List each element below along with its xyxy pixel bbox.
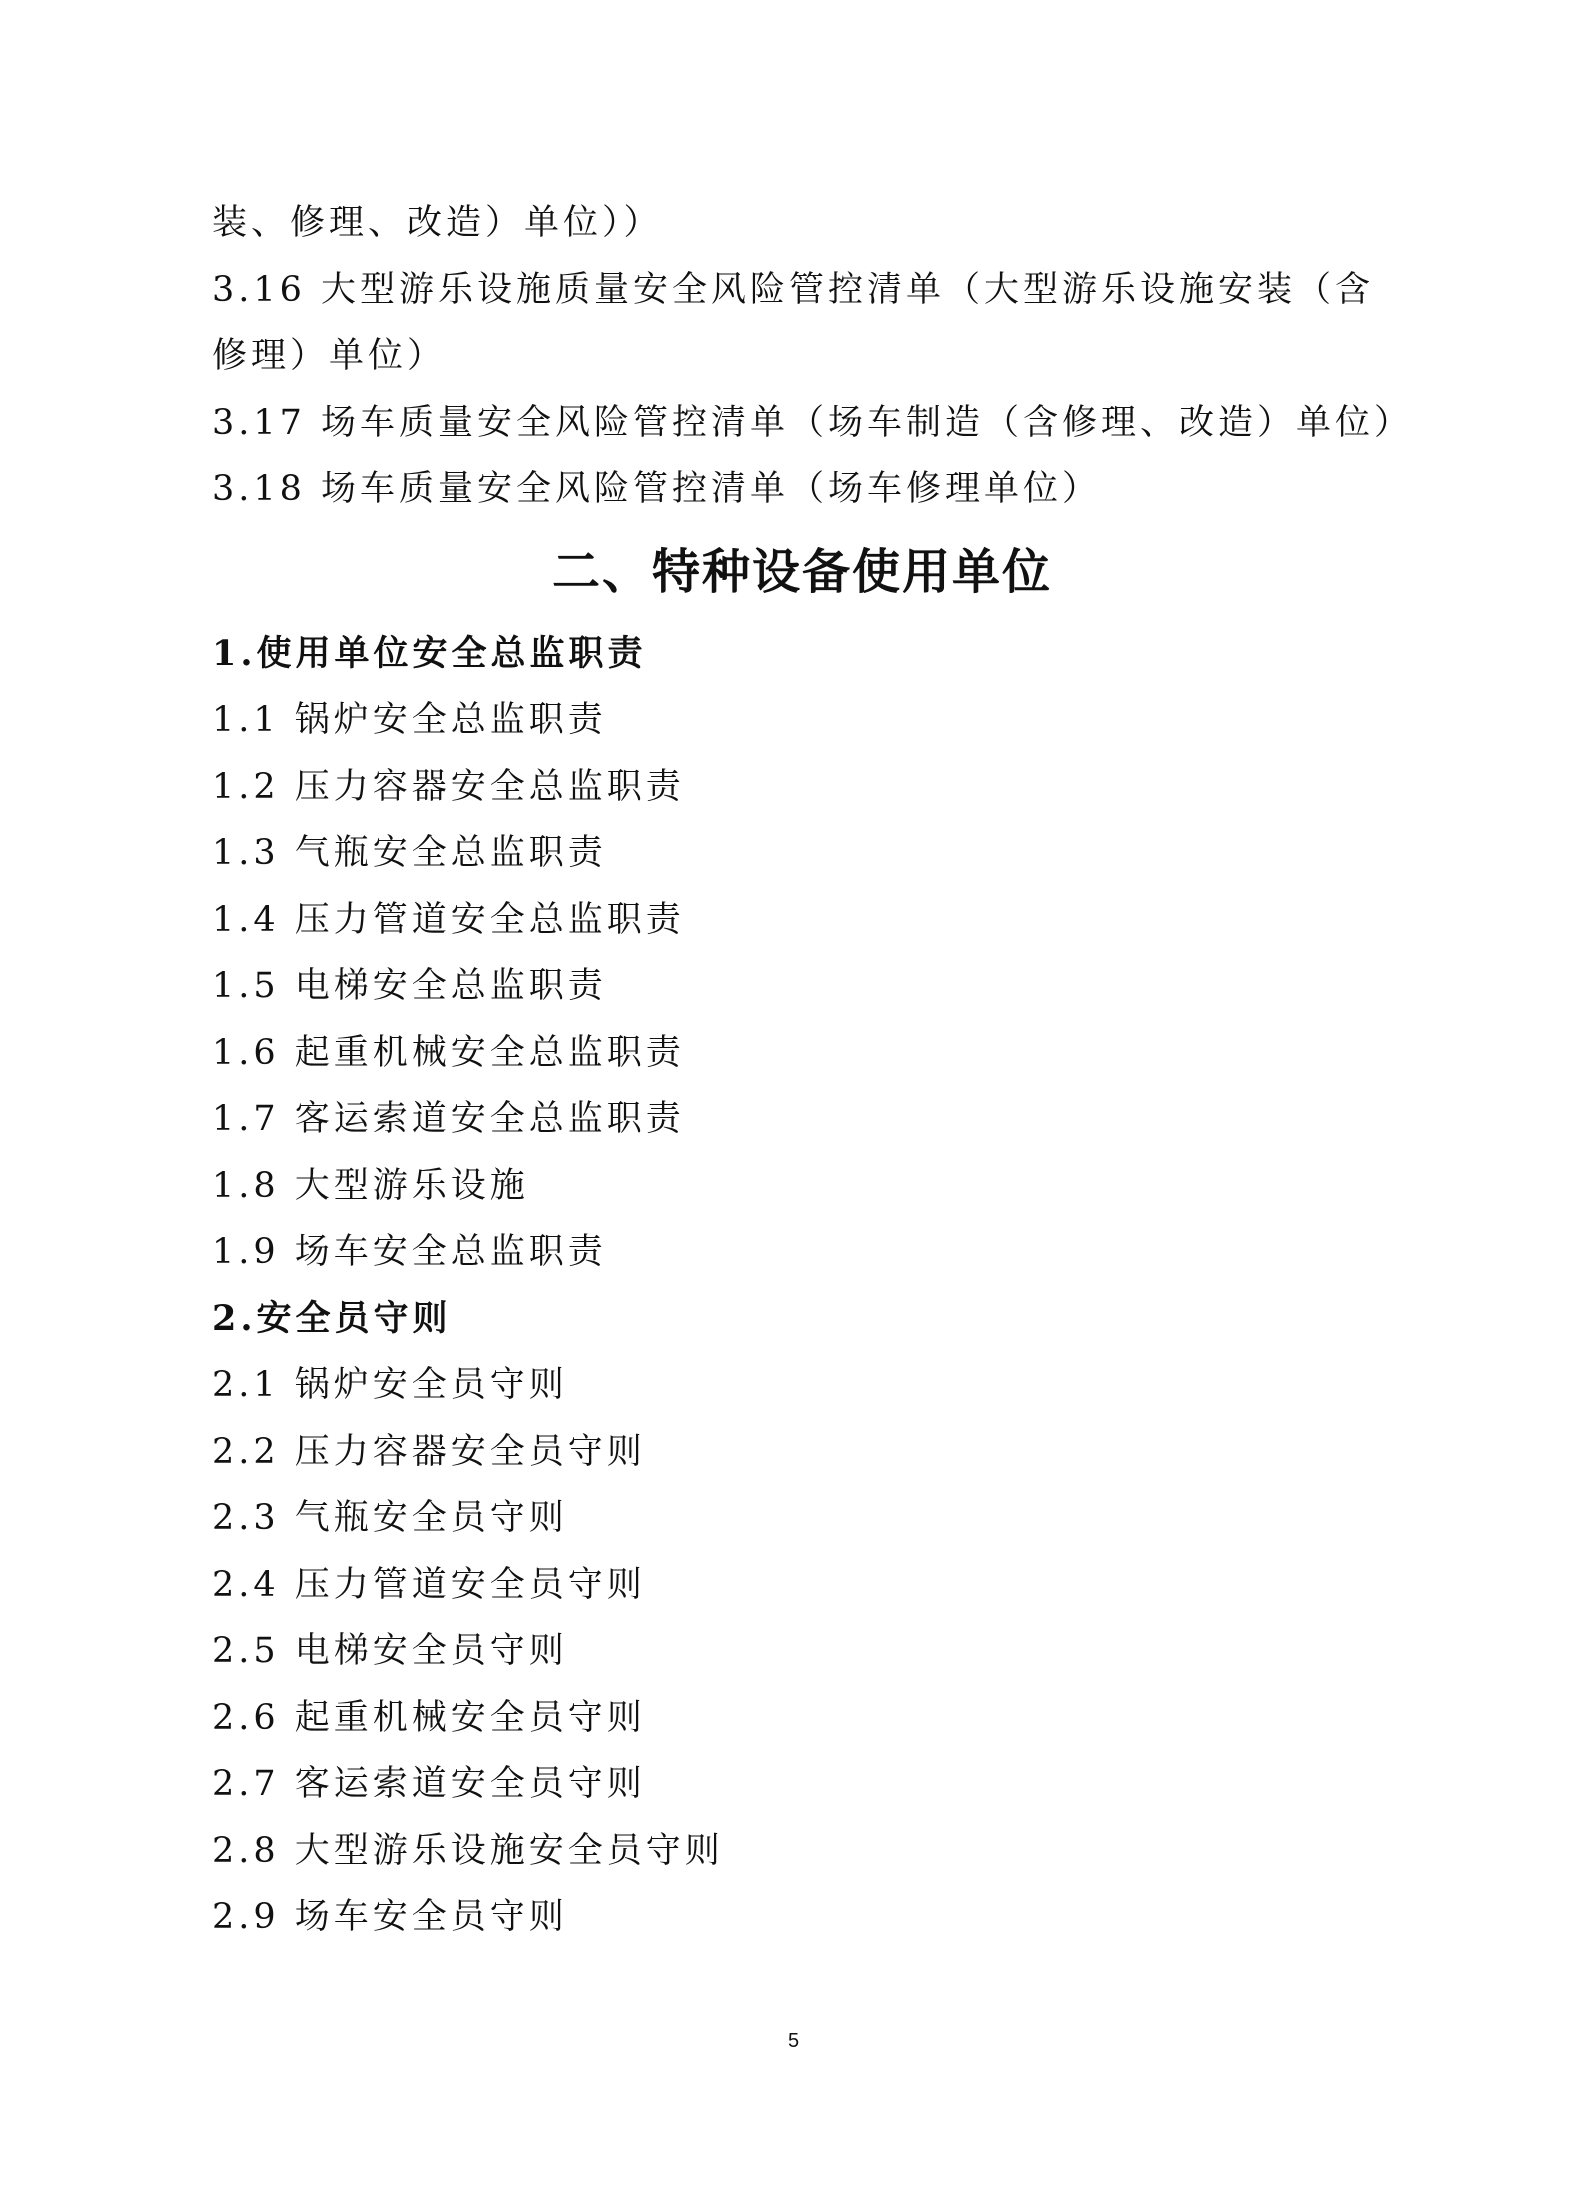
list-item: 1.9 场车安全总监职责 [212,1232,607,1272]
page-number: 5 [787,2030,800,2052]
list-item: 2.5 电梯安全员守则 [212,1631,568,1671]
list-item: 1.1 锅炉安全总监职责 [212,700,607,740]
list-heading: 1.使用单位安全总监职责 [212,632,647,674]
list-item: 1.6 起重机械安全总监职责 [212,1032,685,1073]
list-item: 2.8 大型游乐设施安全员守则 [212,1830,724,1871]
section-title: 二、特种设备使用单位 [551,543,1052,600]
text-line: 装、修理、改造）单位）） [212,203,663,243]
list-item: 1.5 电梯安全总监职责 [212,966,607,1006]
text-line: 3.16 大型游乐设施质量安全风险管控清单（大型游乐设施安装（含修理）单位） [212,269,1375,376]
list-item: 1.3 气瓶安全总监职责 [212,833,607,873]
list-item: 2.9 场车安全员守则 [212,1897,568,1937]
list-item: 2.2 压力容器安全员守则 [212,1431,646,1472]
list-item: 2.1 锅炉安全员守则 [212,1365,568,1405]
list-item: 2.6 起重机械安全员守则 [212,1697,646,1738]
list-item: 1.8 大型游乐设施 [212,1165,529,1206]
list-item: 2.7 客运索道安全员守则 [212,1764,646,1804]
list-item: 1.4 压力管道安全总监职责 [212,899,685,940]
list-item: 1.2 压力容器安全总监职责 [212,766,685,807]
text-line: 3.18 场车质量安全风险管控清单（场车修理单位） [212,469,1102,509]
list-item: 2.3 气瓶安全员守则 [212,1498,568,1538]
page-content [212,190,1414,1951]
text-line: 3.17 场车质量安全风险管控清单（场车制造（含修理、改造）单位） [212,402,1414,443]
list-item: 2.4 压力管道安全员守则 [212,1564,646,1605]
list-heading: 2.安全员守则 [212,1297,452,1339]
list-item: 1.7 客运索道安全总监职责 [212,1099,685,1139]
